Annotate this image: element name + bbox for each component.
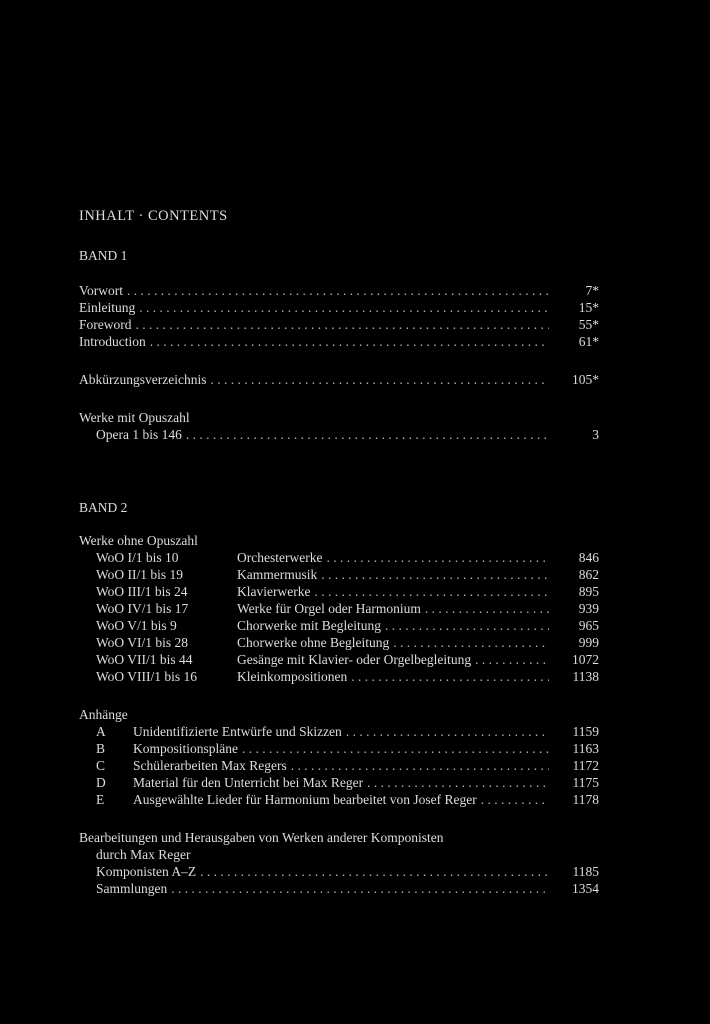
- entry-title: Ausgewählte Lieder für Harmonium bearbeitet von Josef Reger: [133, 792, 477, 807]
- dot-leader: [385, 617, 549, 634]
- group-title-arrangements: Bearbeitungen und Herausgaben von Werken anderer Komponisten: [79, 830, 444, 845]
- entry-ref: WoO VIII/1 bis 16: [96, 669, 198, 684]
- entry-letter: C: [96, 758, 106, 773]
- dot-leader: [321, 566, 549, 583]
- dot-leader: [210, 371, 549, 388]
- dot-leader: [481, 791, 549, 808]
- entry-title: Unidentifizierte Entwürfe und Skizzen: [133, 724, 342, 739]
- entry-title: Orchesterwerke: [237, 550, 323, 565]
- entry-title: Kleinkompositionen: [237, 669, 348, 684]
- dot-leader: [475, 651, 549, 668]
- entry-title: Gesänge mit Klavier- oder Orgelbegleitung: [237, 652, 472, 667]
- toc-entry: [79, 651, 599, 668]
- entry-ref: WoO III/1 bis 24: [96, 584, 188, 599]
- toc-entry: [79, 740, 599, 757]
- entry-title: Klavierwerke: [237, 584, 311, 599]
- contents-heading: INHALT · CONTENTS: [79, 208, 228, 224]
- dot-leader: [242, 740, 549, 757]
- entry-page: 1172: [572, 758, 599, 773]
- dot-leader: [139, 299, 549, 316]
- dot-leader: [200, 863, 549, 880]
- entry-page: 1159: [572, 724, 599, 739]
- group-title-arrangements-continued: durch Max Reger: [96, 847, 191, 862]
- toc-entry: [79, 723, 599, 740]
- entry-title: Opera 1 bis 146: [96, 427, 182, 442]
- entry-page: 1175: [572, 775, 599, 790]
- entry-page: 1178: [572, 792, 599, 807]
- band-1-label: BAND 1: [79, 248, 128, 263]
- entry-page: 3: [592, 427, 599, 442]
- entry-page: 55*: [578, 317, 599, 332]
- dot-leader: [291, 757, 549, 774]
- dot-leader: [393, 634, 549, 651]
- dot-leader: [367, 774, 549, 791]
- entry-title: Material für den Unterricht bei Max Reger: [133, 775, 364, 790]
- entry-title: Introduction: [79, 334, 146, 349]
- toc-entry: [79, 668, 599, 685]
- toc-entry: [79, 757, 599, 774]
- toc-entry: [79, 617, 599, 634]
- dot-leader: [127, 282, 549, 299]
- toc-entry: [79, 791, 599, 808]
- entry-page: 1138: [572, 669, 599, 684]
- entry-letter: B: [96, 741, 106, 756]
- table-of-contents: [79, 208, 599, 897]
- toc-entry: [79, 371, 599, 388]
- toc-entry: [79, 634, 599, 651]
- entry-page: 7*: [585, 283, 599, 298]
- entry-page: 1072: [572, 652, 599, 667]
- toc-entry: [79, 299, 599, 316]
- entry-title: Werke für Orgel oder Harmonium: [237, 601, 421, 616]
- entry-title: Abkürzungsverzeichnis: [79, 372, 207, 387]
- entry-page: 999: [578, 635, 599, 650]
- dot-leader: [326, 549, 549, 566]
- entry-ref: WoO VI/1 bis 28: [96, 635, 189, 650]
- entry-page: 846: [578, 550, 599, 565]
- entry-page: 105*: [572, 372, 599, 387]
- dot-leader: [150, 333, 549, 350]
- entry-page: 1163: [572, 741, 599, 756]
- entry-title: Foreword: [79, 317, 132, 332]
- entry-title: Einleitung: [79, 300, 136, 315]
- toc-entry: [79, 880, 599, 897]
- entry-title: Kompositionspläne: [133, 741, 238, 756]
- dot-leader: [171, 880, 549, 897]
- toc-entry: [79, 863, 599, 880]
- toc-entry: [79, 549, 599, 566]
- toc-entry: [79, 426, 599, 443]
- dot-leader: [186, 426, 549, 443]
- dot-leader: [136, 316, 550, 333]
- entry-title: Komponisten A–Z: [96, 864, 197, 879]
- entry-ref: WoO V/1 bis 9: [96, 618, 177, 633]
- entry-ref: WoO II/1 bis 19: [96, 567, 184, 582]
- toc-entry: [79, 333, 599, 350]
- entry-title: Vorwort: [79, 283, 124, 298]
- entry-page: 61*: [578, 334, 599, 349]
- toc-entry: [79, 566, 599, 583]
- group-title-woo: Werke ohne Opuszahl: [79, 533, 198, 548]
- entry-title: Chorwerke ohne Begleitung: [237, 635, 390, 650]
- entry-page: 15*: [578, 300, 599, 315]
- entry-page: 939: [578, 601, 599, 616]
- entry-title: Sammlungen: [96, 881, 168, 896]
- entry-page: 1354: [572, 881, 599, 896]
- entry-page: 862: [578, 567, 599, 582]
- entry-ref: WoO VII/1 bis 44: [96, 652, 193, 667]
- entry-title: Kammermusik: [237, 567, 318, 582]
- dot-leader: [314, 583, 549, 600]
- entry-letter: E: [96, 792, 105, 807]
- toc-entry: [79, 282, 599, 299]
- entry-title: Schülerarbeiten Max Regers: [133, 758, 287, 773]
- dot-leader: [346, 723, 549, 740]
- group-title-appendix: Anhänge: [79, 707, 128, 722]
- band-2-label: BAND 2: [79, 500, 128, 515]
- toc-entry: [79, 600, 599, 617]
- entry-ref: WoO IV/1 bis 17: [96, 601, 189, 616]
- entry-page: 895: [578, 584, 599, 599]
- toc-entry: [79, 316, 599, 333]
- toc-entry: [79, 774, 599, 791]
- entry-ref: WoO I/1 bis 10: [96, 550, 179, 565]
- entry-title: Chorwerke mit Begleitung: [237, 618, 381, 633]
- entry-page: 1185: [572, 864, 599, 879]
- entry-letter: A: [96, 724, 106, 739]
- entry-letter: D: [96, 775, 106, 790]
- dot-leader: [425, 600, 549, 617]
- entry-page: 965: [578, 618, 599, 633]
- group-title-opus: Werke mit Opuszahl: [79, 410, 190, 425]
- toc-entry: [79, 583, 599, 600]
- dot-leader: [351, 668, 549, 685]
